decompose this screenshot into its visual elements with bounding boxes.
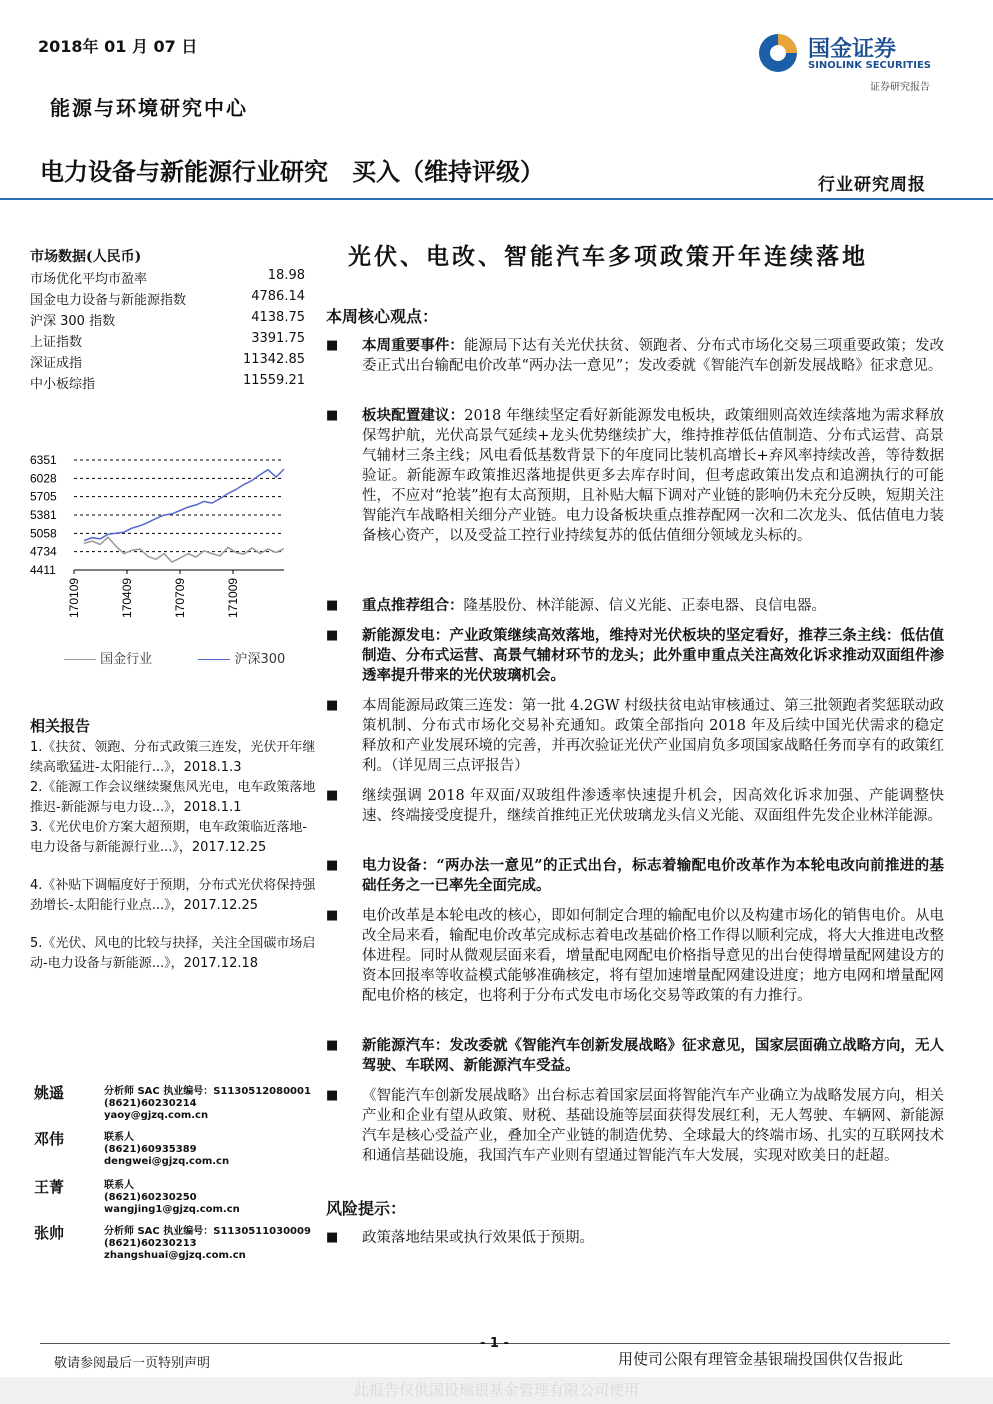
logo-subtitle: 证券研究报告 bbox=[870, 82, 930, 93]
bullet-marker: ■ bbox=[326, 338, 339, 353]
footer-disclaimer: 敬请参阅最后一页特别声明 bbox=[54, 1356, 211, 1371]
risk-heading: 风险提示： bbox=[326, 1199, 407, 1218]
report-type: 行业研究周报 bbox=[818, 175, 926, 195]
market-label: 中小板综指 bbox=[30, 377, 96, 392]
author-info: 联系人 bbox=[104, 1180, 134, 1191]
author-info: (8621)60230213 bbox=[104, 1238, 197, 1249]
related-report-item: 4.《补贴下调幅度好于预期，分布式光伏将保持强劲增长-太阳能行业点...》，2017.12.25 bbox=[30, 878, 316, 913]
market-value: 4138.75 bbox=[251, 310, 305, 325]
related-report-item: 2.《能源工作会议继续聚焦风光电，电车政策落地推迟-新能源与电力设...》，2018.1.1 bbox=[30, 780, 316, 815]
para-risk: 政策落地结果或执行效果低于预期。 bbox=[362, 1230, 594, 1246]
series-line bbox=[84, 469, 284, 540]
author-info: 分析师 SAC 执业编号：S1130512080001 bbox=[104, 1086, 311, 1097]
author-name: 王菁 bbox=[34, 1178, 65, 1196]
market-row bbox=[30, 373, 305, 392]
author-info: yaoy@gjzq.com.cn bbox=[104, 1110, 209, 1121]
x-tick-label: 170109 bbox=[67, 577, 81, 618]
para-price-reform: 电价改革是本轮电改的核心，即如何制定合理的输配电价以及构建市场化的销售电价。从电改全局来看，输配电价改革完成标志着电改基础价格工作得以顺利完成，将大大推进电改整体进程。同时从微观层面来看，增量配电网配电价格指导意见的出台使得增量配网建设方的资本回报率等收益模式能够准确核定，将有望加速增量配网建设进度；地方电网和增量配网配电价格的核定，也将利于分布式发电市场化交易等政策的有力推行。 bbox=[362, 908, 944, 1004]
footer-notice: 用使司公限有理管金基银瑞投国供仅告报此 bbox=[618, 1350, 904, 1368]
author-info: dengwei@gjzq.com.cn bbox=[104, 1156, 230, 1167]
x-tick-label: 170409 bbox=[120, 577, 134, 618]
author-name: 邓伟 bbox=[34, 1130, 65, 1148]
author-info: zhangshuai@gjzq.com.cn bbox=[104, 1250, 246, 1261]
report-date: 2018年 01 月 07 日 bbox=[38, 37, 198, 56]
market-value: 18.98 bbox=[267, 268, 305, 283]
page-number: - 1 - bbox=[480, 1336, 509, 1351]
author-info: (8621)60230214 bbox=[104, 1098, 197, 1109]
market-label: 上证指数 bbox=[30, 335, 83, 350]
bullet-marker: ■ bbox=[326, 1038, 339, 1053]
author-info: (8621)60230250 bbox=[104, 1192, 197, 1203]
para-power-equipment: 电力设备：“两办法一意见”的正式出台，标志着输配电价改革作为本轮电改向前推进的基础任务之一已率先全面完成。 bbox=[362, 857, 944, 894]
research-center: 能源与环境研究中心 bbox=[50, 96, 248, 120]
market-value: 4786.14 bbox=[251, 289, 305, 304]
logo-cn: 国金证券 bbox=[808, 37, 897, 62]
related-report-item: 5.《光伏、风电的比较与抉择，关注全国碳市场启动-电力设备与新能源...》，2017.12.18 bbox=[30, 936, 316, 971]
rating: 买入（维持评级） bbox=[352, 158, 544, 186]
bullet-marker: ■ bbox=[326, 908, 339, 923]
index-chart bbox=[26, 440, 316, 630]
market-row bbox=[30, 289, 305, 308]
company-logo bbox=[756, 30, 946, 76]
chart-svg bbox=[26, 440, 316, 630]
bullet-marker: ■ bbox=[326, 408, 339, 423]
bullet-marker: ■ bbox=[326, 858, 339, 873]
market-label: 国金电力设备与新能源指数 bbox=[30, 293, 187, 308]
bullet-marker: ■ bbox=[326, 1088, 339, 1103]
y-tick-label: 4734 bbox=[30, 544, 57, 559]
y-tick-label: 4411 bbox=[30, 563, 56, 577]
y-tick-label: 6028 bbox=[30, 471, 57, 486]
x-tick-label: 171009 bbox=[226, 577, 240, 618]
author-name: 姚遥 bbox=[34, 1084, 65, 1102]
legend-line-hs300 bbox=[198, 659, 230, 660]
y-tick-label: 6351 bbox=[30, 453, 57, 467]
para-allocation: 板块配置建议：2018 年继续坚定看好新能源发电板块，政策细则高效连续落地为需求释放保驾护航，光伏高景气延续+龙头优势继续扩大，维持推荐低估值制造、分布式运营、高景气辅材三条主线；风电看低基数背景下的年度同比装机高增长+弃风率持续改善，等待数据验证。新能源车政策推迟落地提供更多去库存时间，但考虑政策出发点和追溯执行的可能性，不应对“抢装”抱有太高预期，且补贴大幅下调对产业链的影响仍未充分反映，短期关注智能汽车战略相关细分产业链。电力设备板块重点推荐配网一次和二次龙头、低估值电力装备核心资产，以及受益工控行业持续复苏的低估值细分领域龙头标的。 bbox=[362, 407, 945, 544]
core-views-heading: 本周核心观点： bbox=[326, 307, 439, 326]
industry-title: 电力设备与新能源行业研究 bbox=[40, 158, 328, 186]
market-label: 沪深 300 指数 bbox=[30, 314, 116, 329]
x-tick-label: 170709 bbox=[173, 577, 187, 618]
chart-legend bbox=[64, 648, 285, 667]
market-row bbox=[30, 352, 305, 371]
author-info: wangjing1@gjzq.com.cn bbox=[104, 1204, 240, 1215]
market-data-title: 市场数据(人民币) bbox=[30, 249, 142, 265]
header-divider bbox=[0, 198, 993, 200]
related-report-item: 3.《光伏电价方案大超预期，电车政策临近落地-电力设备与新能源行业...》，2017.12.25 bbox=[30, 820, 308, 855]
market-label: 深证成指 bbox=[30, 356, 83, 371]
report-title bbox=[40, 152, 544, 187]
para-portfolio: 重点推荐组合：隆基股份、林洋能源、信义光能、正泰电器、良信电器。 bbox=[362, 597, 826, 614]
legend-line-industry bbox=[64, 659, 96, 660]
series-line bbox=[84, 537, 284, 562]
bullet-marker: ■ bbox=[326, 788, 339, 803]
logo-en: SINOLINK SECURITIES bbox=[808, 60, 931, 71]
legend-industry: 国金行业 bbox=[100, 652, 153, 667]
para-bifacial: 继续强调 2018 年双面/双玻组件渗透率快速提升机会，因高效化诉求加强、产能调整快速、终端接受度提升，继续首推纯正光伏玻璃龙头信义光能、双面组件先发企业林洋能源。 bbox=[362, 788, 944, 824]
y-tick-label: 5705 bbox=[30, 489, 57, 504]
market-label: 市场优化平均市盈率 bbox=[30, 272, 148, 287]
bullet-marker: ■ bbox=[326, 698, 339, 713]
related-reports-title: 相关报告 bbox=[30, 717, 91, 735]
para-nev: 新能源汽车：发改委就《智能汽车创新发展战略》征求意见，国家层面确立战略方向，无人驾驶、车联网、新能源汽车受益。 bbox=[362, 1037, 945, 1074]
y-tick-label: 5381 bbox=[30, 508, 57, 522]
related-report-item: 1.《扶贫、领跑、分布式政策三连发，光伏开年继续高歌猛进-太阳能行...》，2018.1.3 bbox=[30, 740, 316, 775]
para-events: 本周重要事件：能源局下达有关光伏扶贫、领跑者、分布式市场化交易三项重要政策；发改委正式出台输配电价改革“两办法一意见”；发改委就《智能汽车创新发展战略》征求意见。 bbox=[362, 337, 944, 374]
author-info: 联系人 bbox=[104, 1132, 134, 1143]
y-tick-label: 5058 bbox=[30, 526, 57, 541]
bullet-marker: ■ bbox=[326, 628, 339, 643]
bullet-marker: ■ bbox=[326, 598, 339, 613]
para-new-energy: 新能源发电：产业政策继续高效落地，维持对光伏板块的坚定看好，推荐三条主线：低估值制造、分布式运营、高景气辅材环节的龙头；此外重申重点关注高效化诉求推动双面组件渗透率提升带来的光伏玻璃机会。 bbox=[362, 627, 945, 684]
market-value: 3391.75 bbox=[251, 331, 305, 346]
market-value: 11342.85 bbox=[242, 352, 305, 367]
author-name: 张帅 bbox=[34, 1224, 65, 1242]
legend-hs300: 沪深300 bbox=[234, 652, 286, 667]
bullet-marker: ■ bbox=[326, 1230, 339, 1245]
author-info: (8621)60935389 bbox=[104, 1144, 197, 1155]
market-row bbox=[30, 331, 305, 350]
para-policy: 本周能源局政策三连发：第一批 4.2GW 村级扶贫电站审核通过、第三批领跑者奖惩联动政策机制、分布式市场化交易补充通知。政策全部指向 2018 年及后续中国光伏需求的稳定释放和产业发展环境的完善，并再次验证光伏产业国肩负多项国家战略任务而享有的政策红利。（详见周三点评报告） bbox=[362, 698, 944, 774]
market-row bbox=[30, 310, 305, 329]
market-row bbox=[30, 268, 305, 287]
watermark: 此报告仅供国投瑞银基金管理有限公司使用 bbox=[0, 1377, 993, 1404]
author-info: 分析师 SAC 执业编号：S1130511030009 bbox=[104, 1226, 311, 1237]
para-smart-car: 《智能汽车创新发展战略》出台标志着国家层面将智能汽车产业确立为战略发展方向，相关产业和企业有望从政策、财税、基础设施等层面获得发展红利，无人驾驶、车辆网、新能源汽车是核心受益产业，叠加全产业链的制造优势、全球最大的终端市场、扎实的互联网技术和通信基础设施，我国汽车产业则有望通过智能汽车大发展，实现对欧美日的赶超。 bbox=[362, 1088, 944, 1164]
market-value: 11559.21 bbox=[242, 373, 305, 388]
main-title: 光伏、电改、智能汽车多项政策开年连续落地 bbox=[348, 243, 868, 270]
